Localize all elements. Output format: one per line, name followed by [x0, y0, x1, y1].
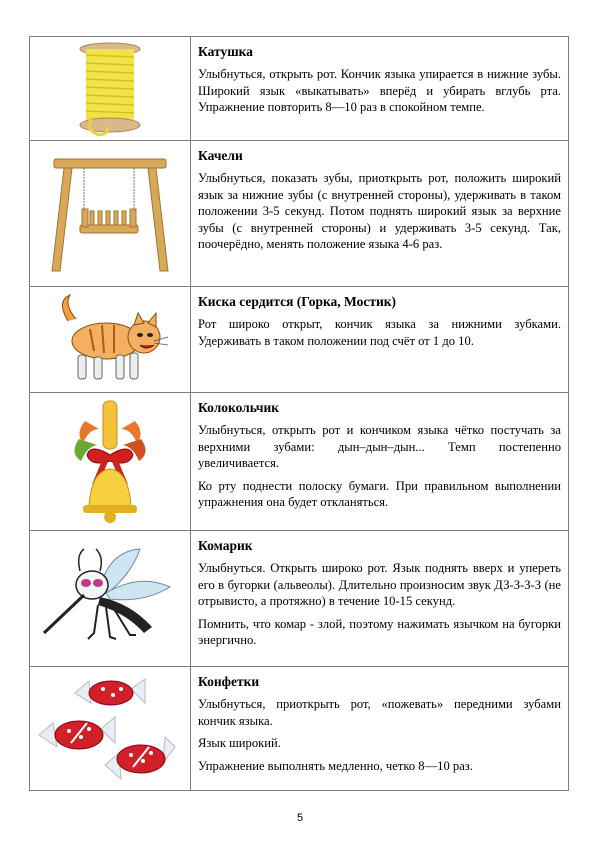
- exercise-image-cell: [30, 667, 191, 791]
- exercise-text-cell: [191, 667, 569, 791]
- exercise-title: Катушка: [198, 44, 253, 59]
- exercise-text-cell: [191, 141, 569, 287]
- exercise-text-cell: [191, 287, 569, 393]
- exercise-row-candy: [30, 667, 569, 791]
- spool-icon: [70, 41, 150, 137]
- exercise-image-cell: [30, 287, 191, 393]
- exercise-note: Ко рту поднести полоску бумаги. При правильном выполнении упражнения она будет откланяться.: [198, 478, 561, 510]
- exercise-title: Комарик: [198, 538, 253, 553]
- exercise-row-cat: [30, 287, 569, 393]
- exercise-title: Колокольчик: [198, 400, 280, 415]
- exercise-text-cell: [191, 393, 569, 531]
- exercise-image-cell: [30, 37, 191, 141]
- swing-icon: [50, 149, 170, 275]
- exercise-row-bell: [30, 393, 569, 531]
- exercise-note: Упражнение выполнять медленно, четко 8—10 раз.: [198, 758, 473, 773]
- exercise-title: Киска сердится (Горка, Мостик): [198, 294, 397, 309]
- exercise-note: Помнить, что комар - злой, поэтому нажимать язычком на бугорки энергично.: [198, 616, 561, 648]
- exercise-instruction: Улыбнуться. Открыть широко рот. Язык поднять вверх и упереть его в бугорки (альвеолы). Длительно произносим звук ДЗ-З-З-З (не отрывисто, а протяжно) в течение 10-15 секунд.: [198, 561, 561, 609]
- exercise-title: Качели: [198, 148, 243, 163]
- exercise-row-swing: [30, 141, 569, 287]
- exercise-image-cell: [30, 141, 191, 287]
- exercise-instruction: Улыбнуться, открыть рот. Кончик языка упирается в нижние зубы. Широкий язык «выкатывать» вперёд и убирать вглубь рта. Упражнение повторить 8—10 раз в спокойном темпе.: [198, 67, 561, 115]
- exercise-instruction: Улыбнуться, приоткрыть рот, «пожевать» передними зубами кончик языка.: [198, 697, 561, 728]
- exercise-image-cell: [30, 531, 191, 667]
- exercise-instruction: Рот широко открыт, кончик языка за нижними зубками. Удерживать в таком положении под счёт от 1 до 10.: [198, 317, 561, 348]
- exercise-instruction: Улыбнуться, открыть рот и кончиком языка чётко постучать за верхними зубами: дын–дын–дын... Темп постепенно увеличивается.: [198, 423, 561, 471]
- mosquito-icon: [40, 543, 180, 653]
- angry-cat-icon: [50, 291, 170, 387]
- exercise-table: [29, 36, 569, 791]
- candy-icon: [35, 673, 185, 785]
- bell-icon: [65, 399, 155, 527]
- page-number: 5: [296, 812, 304, 824]
- exercise-note: Язык широкий.: [198, 736, 281, 751]
- exercise-title: Конфетки: [198, 674, 260, 689]
- exercise-text-cell: [191, 37, 569, 141]
- exercise-text-cell: [191, 531, 569, 667]
- exercise-image-cell: [30, 393, 191, 531]
- exercise-instruction: Улыбнуться, показать зубы, приоткрыть рот, положить широкий язык за нижние зубы (с внутренней стороны), удерживать в таком положении 3-5 секунд. Потом поднять широкий язык за верхние зубы (с внутренней стороны) и удерживать 3-5 секунд. Так, поочерёдно, менять положение языка 4-6 раз.: [198, 171, 561, 252]
- exercise-row-spool: [30, 37, 569, 141]
- exercise-row-mosquito: [30, 531, 569, 667]
